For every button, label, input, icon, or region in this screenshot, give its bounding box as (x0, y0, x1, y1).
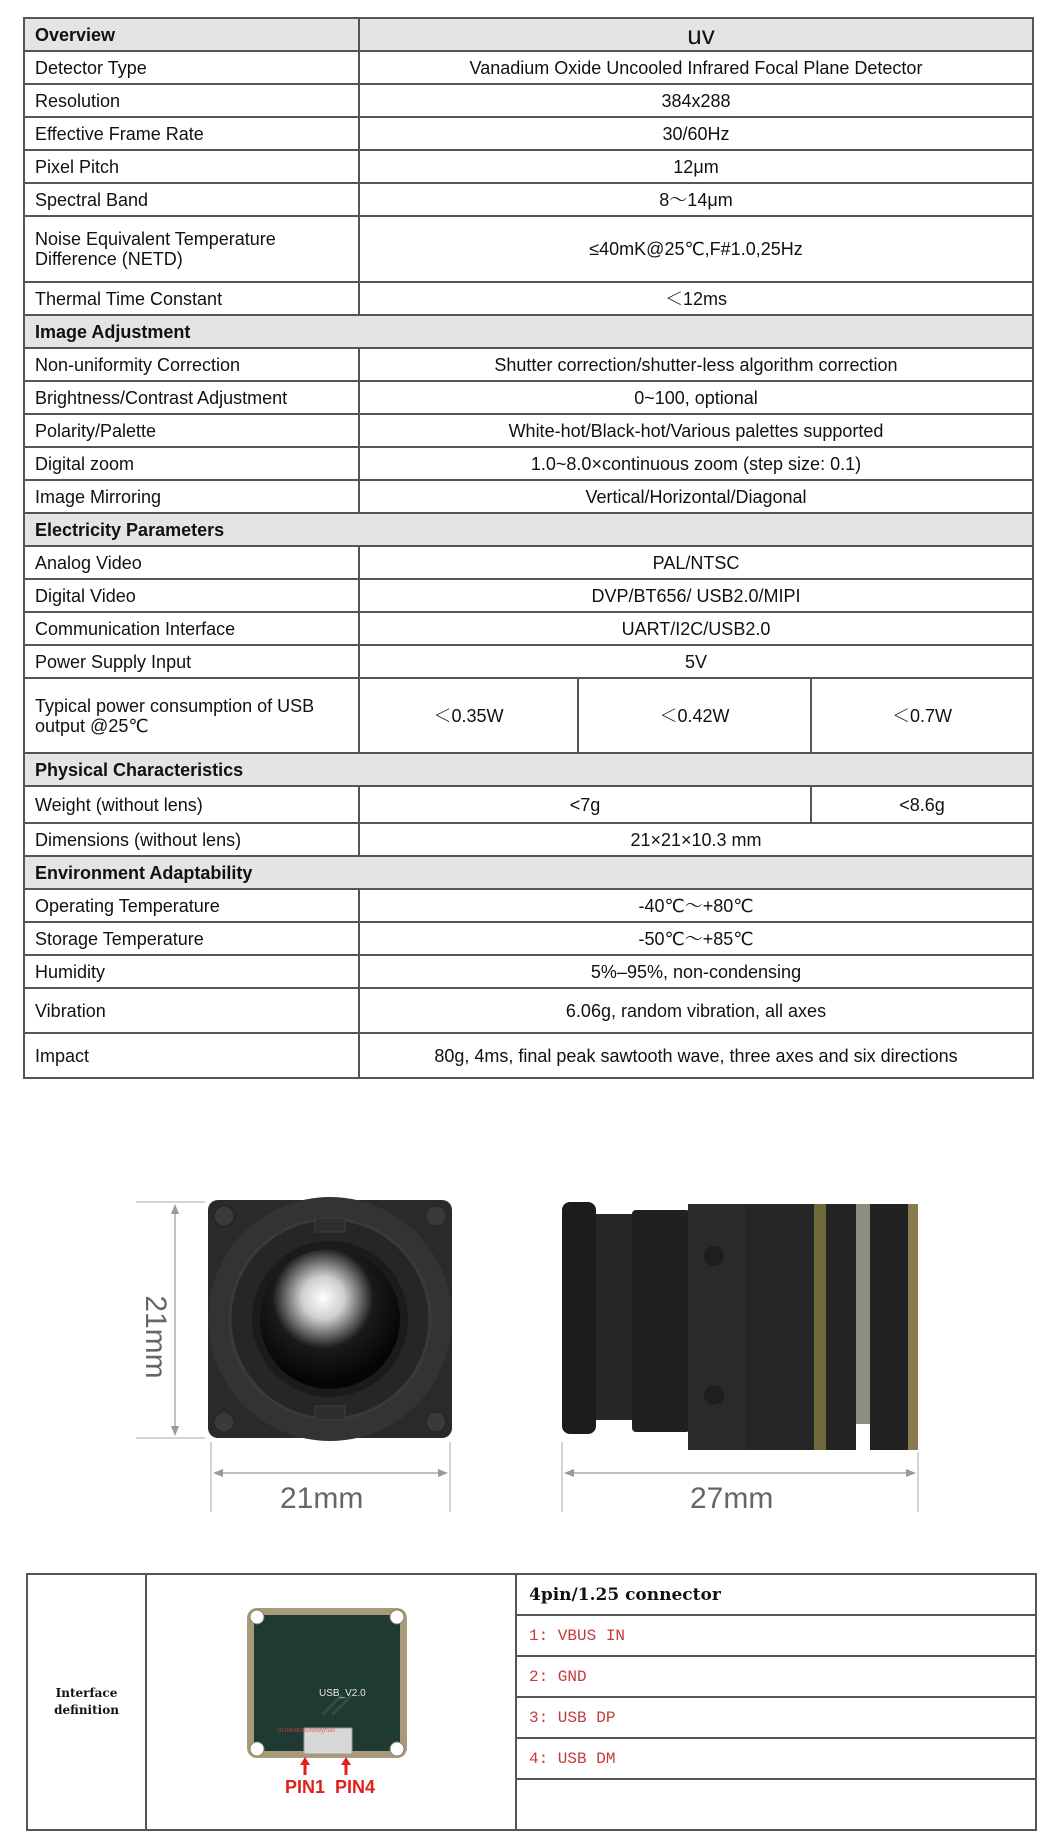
row-label: Operating Temperature (24, 889, 359, 922)
spec-header-row (24, 18, 1033, 51)
row-label: Impact (24, 1033, 359, 1078)
row-label: Communication Interface (24, 612, 359, 645)
row-label: Resolution (24, 84, 359, 117)
row-label-line1: Noise Equivalent Temperature (35, 229, 276, 249)
row-value: -50℃～+85℃ (359, 922, 1033, 955)
section-title: Electricity Parameters (24, 513, 1033, 546)
pin-list (517, 1575, 1035, 1829)
pin-item: 2: GND (517, 1657, 1035, 1698)
table-row (24, 282, 1033, 315)
row-label-line2: output @25℃ (35, 715, 149, 736)
row-label: Effective Frame Rate (24, 117, 359, 150)
row-label: Vibration (24, 988, 359, 1033)
board-version-text: USB_V2.0 (319, 1688, 366, 1699)
front-height-label: 21mm (139, 1295, 172, 1379)
table-row (24, 216, 1033, 282)
row-label: Dimensions (without lens) (24, 823, 359, 856)
table-row (24, 150, 1033, 183)
camera-side-view (540, 1180, 940, 1540)
table-row (24, 381, 1033, 414)
row-value: White-hot/Black-hot/Various palettes supported (359, 414, 1033, 447)
row-label: Polarity/Palette (24, 414, 359, 447)
row-value: 1.0~8.0×continuous zoom (step size: 0.1) (359, 447, 1033, 480)
row-value: 80g, 4ms, final peak sawtooth wave, three axes and six directions (359, 1033, 1033, 1078)
row-value: ＜0.7W (811, 678, 1033, 753)
pin-item: 4: USB DM (517, 1739, 1035, 1780)
row-label: Non-uniformity Correction (24, 348, 359, 381)
row-value: -40℃～+80℃ (359, 889, 1033, 922)
row-value: PAL/NTSC (359, 546, 1033, 579)
table-row (24, 1033, 1033, 1078)
row-label: Analog Video (24, 546, 359, 579)
table-row (24, 612, 1033, 645)
section-title: Environment Adaptability (24, 856, 1033, 889)
row-label (24, 216, 359, 282)
table-row (24, 51, 1033, 84)
pin4-label: PIN4 (335, 1777, 376, 1797)
section-header (24, 753, 1033, 786)
pin-item: 3: USB DP (517, 1698, 1035, 1739)
row-value: ＜0.35W (359, 678, 578, 753)
row-value: ＜0.42W (578, 678, 811, 753)
row-value: 384x288 (359, 84, 1033, 117)
row-value: Vertical/Horizontal/Diagonal (359, 480, 1033, 513)
overview-header: Overview (24, 18, 359, 51)
row-label: Brightness/Contrast Adjustment (24, 381, 359, 414)
table-row (24, 480, 1033, 513)
section-title: Physical Characteristics (24, 753, 1033, 786)
spec-table (23, 17, 1034, 1079)
interface-label-line2: definition (54, 1703, 119, 1717)
table-row (24, 889, 1033, 922)
section-header (24, 315, 1033, 348)
front-width-label: 21mm (280, 1482, 364, 1515)
pin-item: 1: VBUS IN (517, 1616, 1035, 1657)
camera-front-view (100, 1180, 520, 1540)
row-label: Detector Type (24, 51, 359, 84)
row-value: 30/60Hz (359, 117, 1033, 150)
table-row (24, 922, 1033, 955)
row-label (24, 678, 359, 753)
table-row (24, 579, 1033, 612)
table-row (24, 117, 1033, 150)
table-row (24, 546, 1033, 579)
row-value: <8.6g (811, 786, 1033, 823)
row-value: ＜12ms (359, 282, 1033, 315)
row-label: Image Mirroring (24, 480, 359, 513)
model-header: uv (359, 18, 1033, 51)
row-value: 0~100, optional (359, 381, 1033, 414)
pcb-image-cell (147, 1575, 517, 1829)
table-row (24, 786, 1033, 823)
table-row (24, 645, 1033, 678)
interface-table (26, 1573, 1037, 1831)
table-row (24, 823, 1033, 856)
section-header (24, 513, 1033, 546)
row-value: 6.06g, random vibration, all axes (359, 988, 1033, 1033)
row-label: Thermal Time Constant (24, 282, 359, 315)
row-value: 5V (359, 645, 1033, 678)
row-label: Power Supply Input (24, 645, 359, 678)
table-row (24, 84, 1033, 117)
row-value: 12μm (359, 150, 1033, 183)
table-row (24, 414, 1033, 447)
row-label-line2: Difference (NETD) (35, 249, 183, 269)
svg-text:cn1068836268wymax: cn1068836268wymax (277, 1728, 336, 1734)
pin1-label: PIN1 (285, 1777, 326, 1797)
table-row (24, 447, 1033, 480)
row-value: 8～14μm (359, 183, 1033, 216)
table-row (24, 678, 1033, 753)
row-label-line1: Typical power consumption of USB (35, 695, 315, 716)
row-value: <7g (359, 786, 811, 823)
row-label: Storage Temperature (24, 922, 359, 955)
row-label: Pixel Pitch (24, 150, 359, 183)
interface-label-line1: Interface (55, 1686, 118, 1700)
connector-title: 4pin/1.25 connector (517, 1575, 1035, 1616)
row-value: UART/I2C/USB2.0 (359, 612, 1033, 645)
row-value: ≤40mK@25℃,F#1.0,25Hz (359, 216, 1033, 282)
table-row (24, 988, 1033, 1033)
row-label: Humidity (24, 955, 359, 988)
row-label: Digital Video (24, 579, 359, 612)
table-row (24, 348, 1033, 381)
table-row (24, 183, 1033, 216)
row-label: Spectral Band (24, 183, 359, 216)
row-value: 21×21×10.3 mm (359, 823, 1033, 856)
interface-label (28, 1575, 147, 1829)
row-label: Digital zoom (24, 447, 359, 480)
row-value: DVP/BT656/ USB2.0/MIPI (359, 579, 1033, 612)
row-label: Weight (without lens) (24, 786, 359, 823)
row-value: 5%–95%, non-condensing (359, 955, 1033, 988)
section-header (24, 856, 1033, 889)
row-value: Shutter correction/shutter-less algorithm correction (359, 348, 1033, 381)
side-length-label: 27mm (690, 1482, 774, 1515)
table-row (24, 955, 1033, 988)
pcb-board-icon (147, 1575, 517, 1833)
row-value: Vanadium Oxide Uncooled Infrared Focal Plane Detector (359, 51, 1033, 84)
section-title: Image Adjustment (24, 315, 1033, 348)
empty-row (517, 1780, 1035, 1821)
